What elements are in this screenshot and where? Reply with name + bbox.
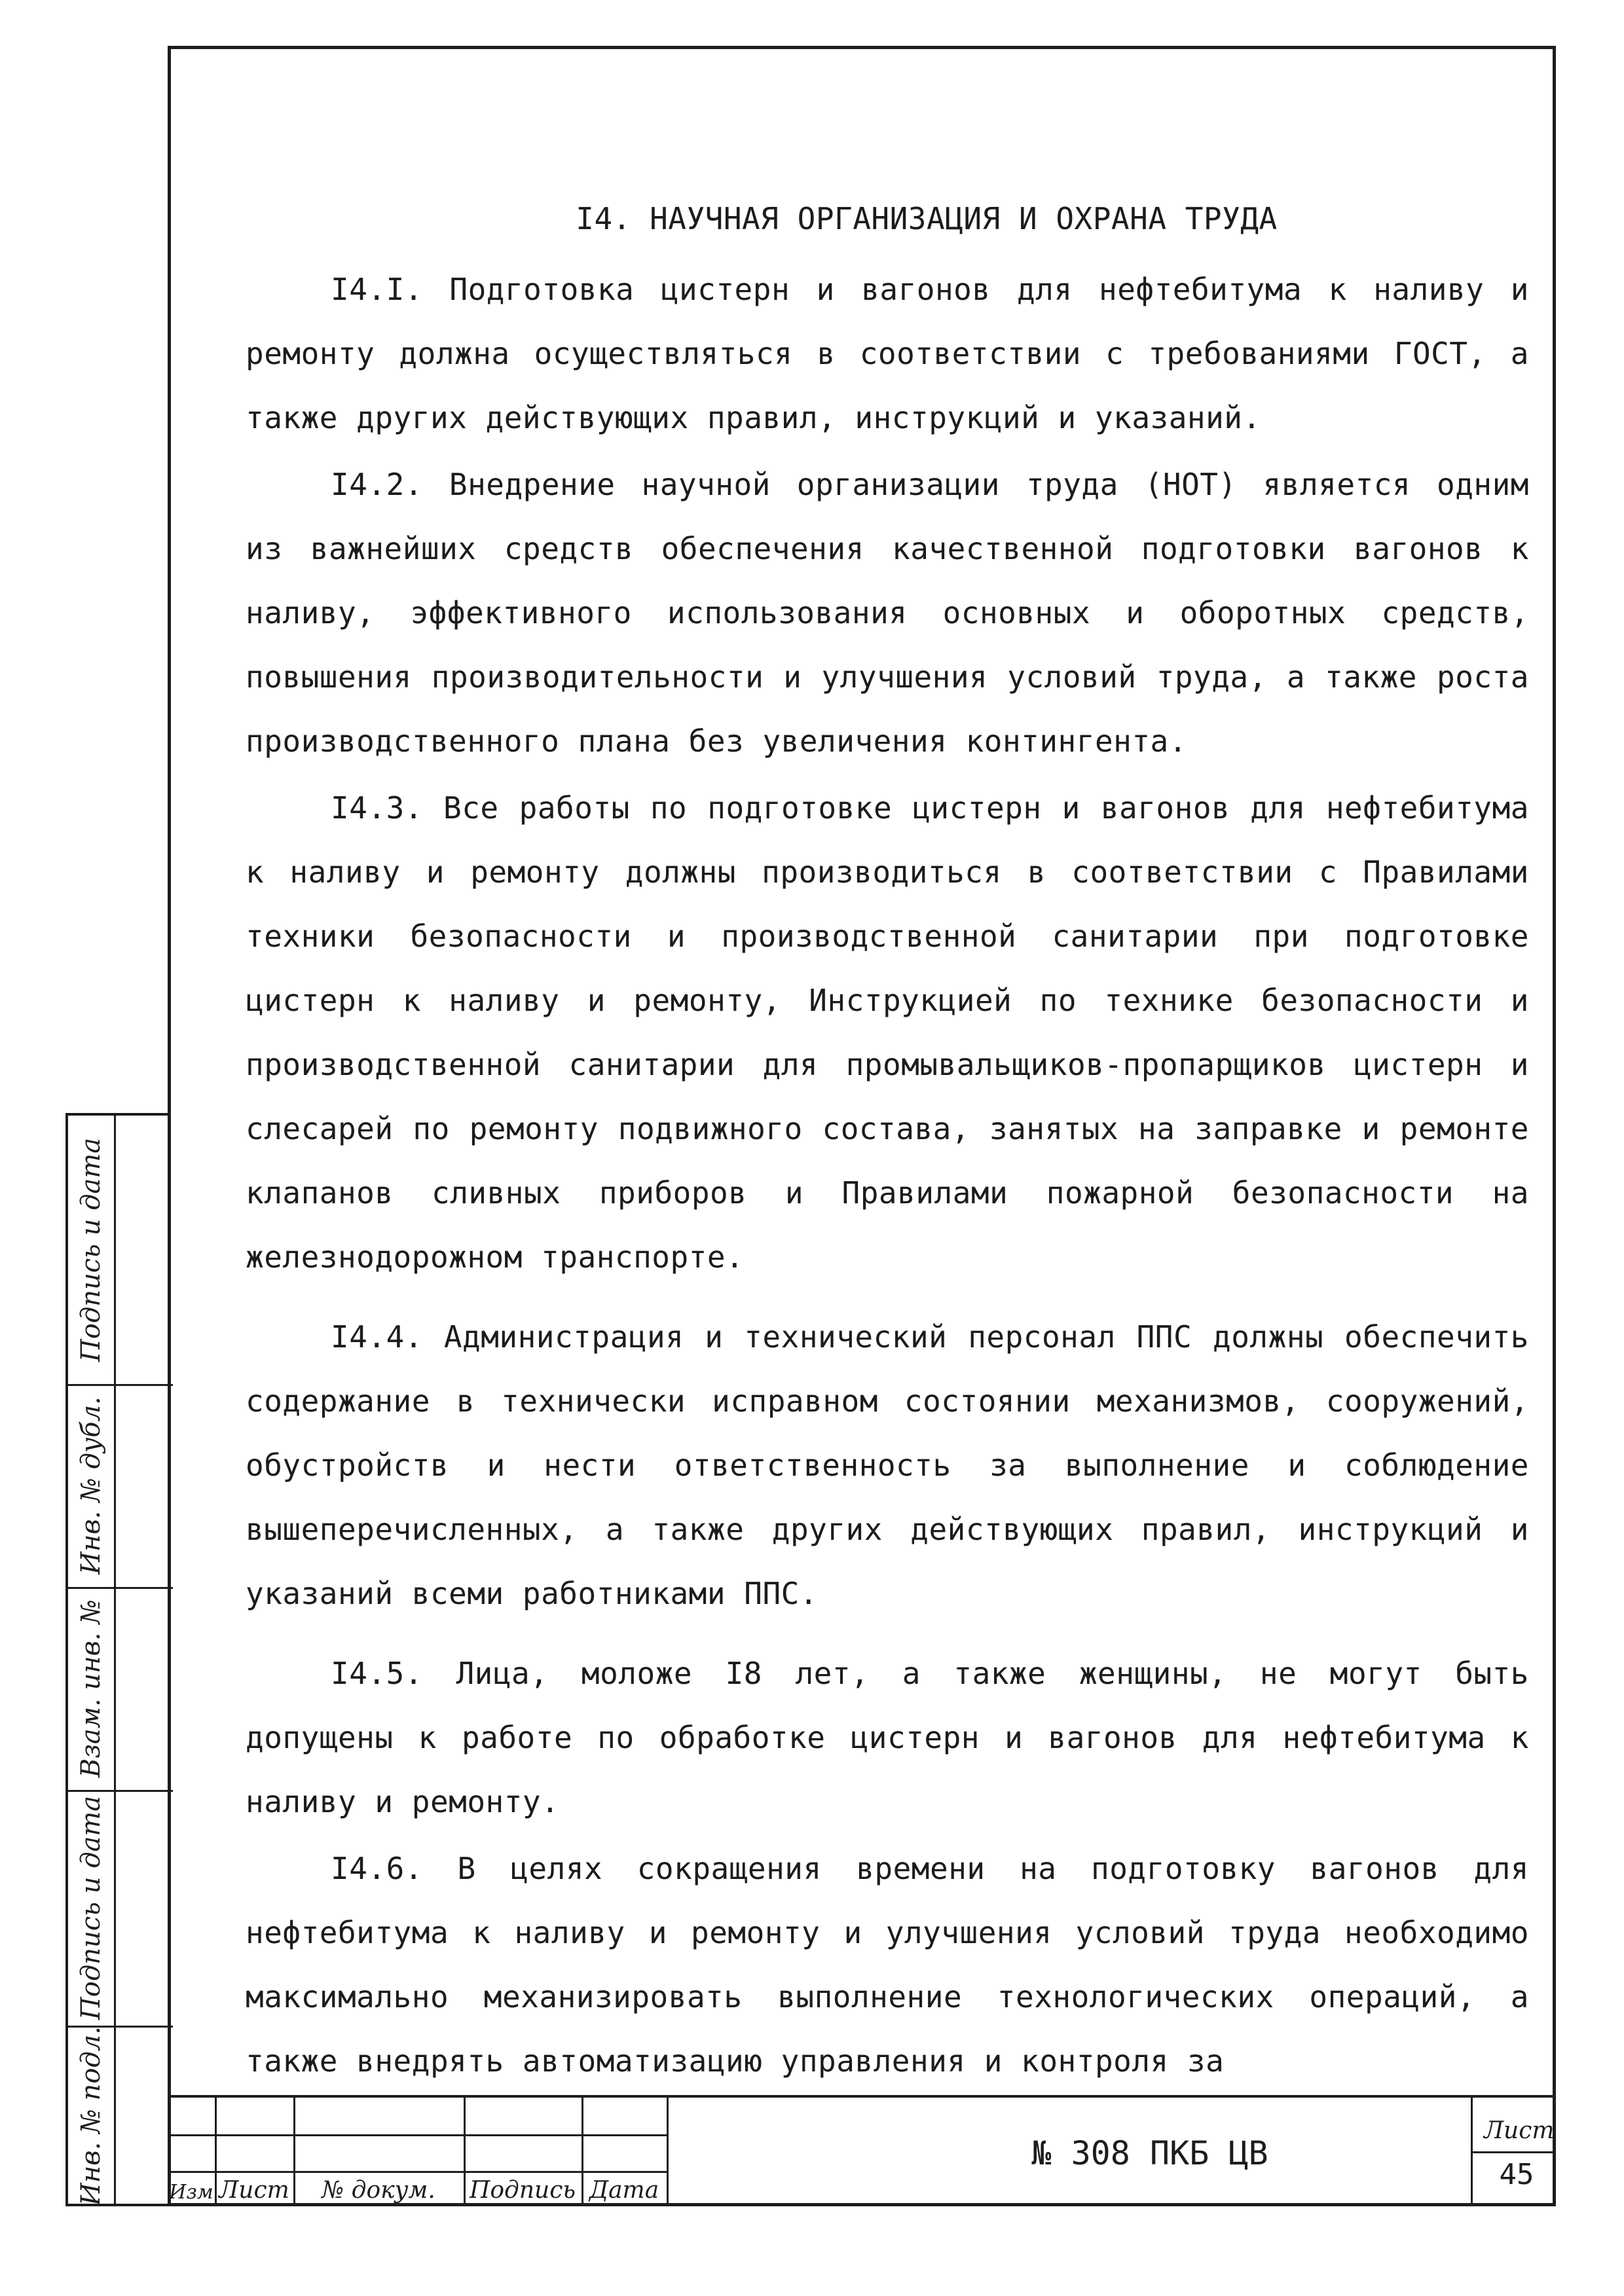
- paragraph-14-6: I4.6. В целях сокращения времени на подготовку вагонов для нефтебитума к наливу и ремонту и улучшения условий труда необходимо максимально механизировать выполнение технологических операций, а также внедрять автоматизацию управления и контроля за: [246, 1851, 1529, 2079]
- side-stamp: [65, 1113, 170, 2206]
- title-block-line: [667, 2098, 669, 2206]
- side-stamp-duplicate-inventory: Инв. № дубл.: [76, 1396, 107, 1575]
- title-block: [168, 2095, 1556, 2206]
- side-stamp-signature-date-2: Подпись и дата: [76, 1795, 106, 2020]
- section-title: I4. НАУЧНАЯ ОРГАНИЗАЦИЯ И ОХРАНА ТРУДА: [576, 201, 1278, 236]
- sheet-label: Лист: [1484, 2117, 1555, 2144]
- title-block-line: [168, 2134, 667, 2136]
- title-block-line: [168, 2171, 667, 2173]
- paragraph-14-5: I4.5. Лица, моложе I8 лет, а также женщины, не могут быть допущены к работе по обработке цистерн и вагонов для нефтебитума к наливу и ремонту.: [246, 1656, 1529, 1819]
- document-body: [246, 187, 1529, 2096]
- paragraph-14-1: I4.I. Подготовка цистерн и вагонов для нефтебитума к наливу и ремонту должна осуществляться в соответствии с требованиями ГОСТ, а также других действующих правил, инструкций и указаний.: [246, 272, 1529, 435]
- header-document-no: № докум.: [322, 2177, 435, 2204]
- header-date: Дата: [589, 2177, 659, 2204]
- document-number: № 308 ПКБ ЦВ: [1031, 2134, 1268, 2172]
- title-block-line: [1471, 2151, 1556, 2153]
- paragraph-14-2: I4.2. Внедрение научной организации труда (НОТ) является одним из важнейших средств обеспечения качественной подготовки вагонов к наливу, эффективного использования основных и оборотных средств, повышения производительности и улучшения условий труда, а также роста производственного плана без увеличения контингента.: [246, 467, 1529, 759]
- header-signature: Подпись: [469, 2177, 576, 2204]
- paragraph-14-4: I4.4. Администрация и технический персонал ППС должны обеспечить содержание в технически исправном состоянии механизмов, сооружений, обустройств и нести ответственность за выполнение и соблюдение вышеперечисленных, а также других действующих правил, инструкций и указаний всеми работниками ППС.: [246, 1319, 1529, 1611]
- sheet-number: 45: [1499, 2158, 1534, 2191]
- side-stamp-original-inventory: Инв. № подл.: [76, 2026, 107, 2206]
- paragraph-14-3: I4.3. Все работы по подготовке цистерн и вагонов для нефтебитума к наливу и ремонту должны производиться в соответствии с Правилами техники безопасности и производственной санитарии при подготовке цистерн к наливу и ремонту, Инструкцией по технике безопасности и производственной санитарии для промывальщиков-пропарщиков цистерн и слесарей по ремонту подвижного состава, занятых на заправке и ремонте клапанов сливных приборов и Правилами пожарной безопасности на железнодорожном транспорте.: [246, 790, 1529, 1275]
- header-change: Изм: [169, 2181, 213, 2204]
- side-stamp-signature-date-1: Подпись и дата: [76, 1137, 106, 1362]
- header-sheet: Лист: [219, 2177, 289, 2204]
- side-stamp-replacement-inventory: Взам. инв. №: [76, 1599, 107, 1778]
- side-stamp-divider: [114, 1116, 116, 2204]
